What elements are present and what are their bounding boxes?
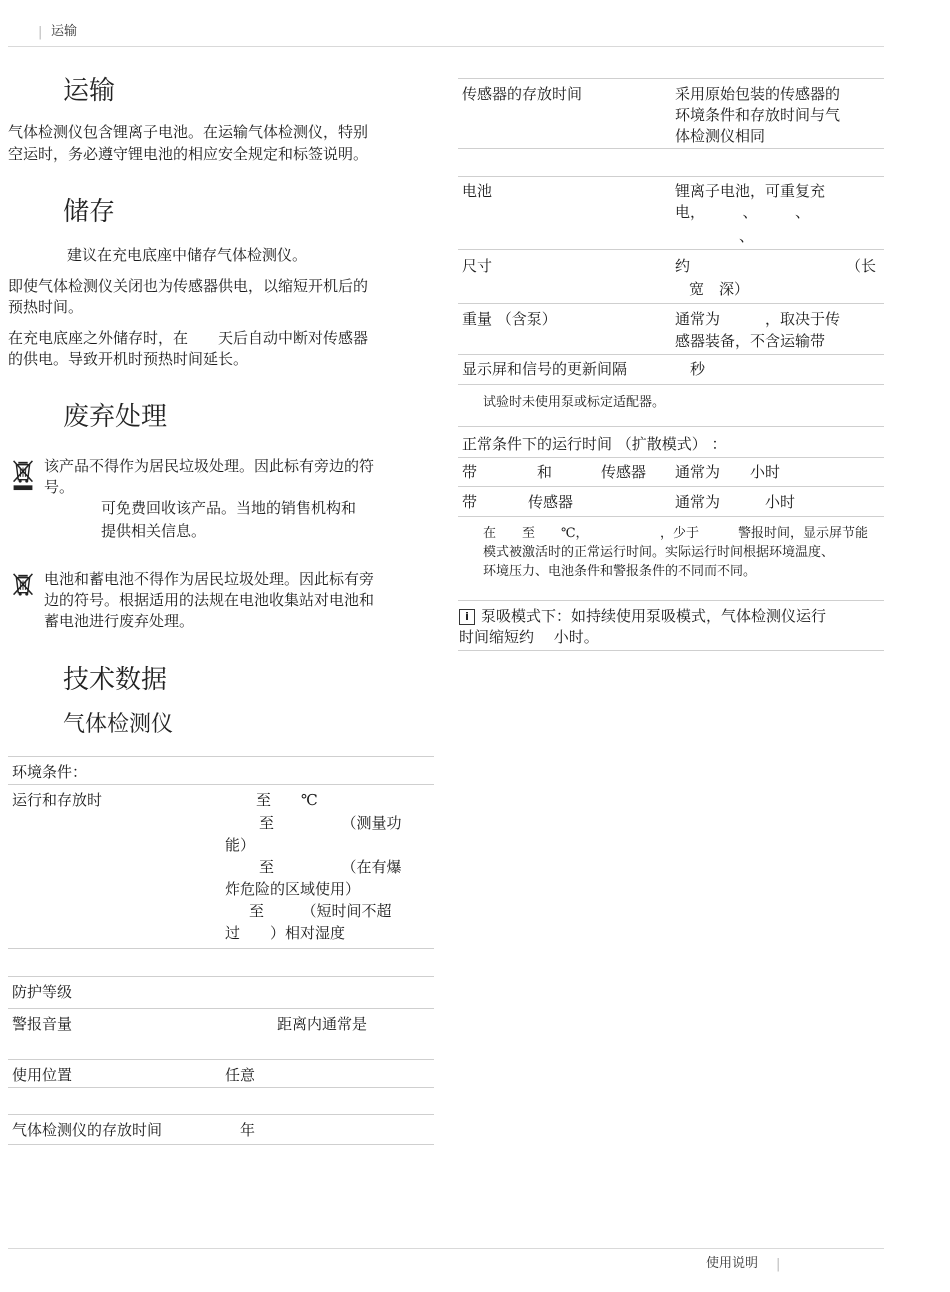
sensor-storage-value-line3: 体检测仪相同 (675, 127, 766, 145)
operating-pressure-value: 至 （测量功 (259, 814, 402, 832)
sensor-storage-value-line1: 采用原始包装的传感器的 (675, 85, 841, 103)
table-rule (458, 384, 884, 385)
battery-label: 电池 (462, 182, 493, 200)
runtime-note-line3: 环境压力、电池条件和警报条件的不同而不同。 (483, 564, 757, 579)
operating-ex-pressure-value-cont: 炸危险的区域使用） (225, 880, 361, 898)
table-rule (8, 756, 434, 757)
info-icon: i (459, 609, 475, 625)
disposal-item2-line3: 蓄电池进行废弃处理。 (44, 612, 195, 630)
runtime-row2-with: 带 (462, 493, 478, 511)
table-rule (458, 354, 884, 355)
runtime-row1-sensor: 传感器 (601, 463, 647, 481)
runtime-row1-with: 带 (462, 463, 478, 481)
runtime-note-line1: 在 至 ℃， ，少于 警报时间，显示屏节能 (483, 526, 869, 541)
techdata-subheading: 气体检测仪 (63, 712, 174, 737)
sensor-storage-value-line2: 环境条件和存放时间与气 (675, 106, 841, 124)
runtime-row1-and: 和 (537, 463, 553, 481)
runtime-row1-value: 通常为 小时 (675, 463, 781, 481)
alarm-volume-label: 警报音量 (12, 1015, 73, 1033)
table-rule (458, 426, 884, 427)
usage-position-value: 任意 (225, 1066, 256, 1084)
table-rule (458, 176, 884, 177)
disposal-item1-line3: 可免费回收该产品。当地的销售机构和 (101, 499, 357, 517)
operating-humidity-value-cont: 过 ）相对湿度 (225, 924, 346, 942)
storage-para3-line1: 在充电底座之外储存时，在 天后自动中断对传感器 (8, 329, 369, 347)
weight-label: 重量 （含泵） (462, 310, 557, 328)
header-separator: | (38, 25, 43, 40)
table-rule (8, 1114, 434, 1115)
table-rule (458, 78, 884, 79)
disposal-item2-line1: 电池和蓄电池不得作为居民垃圾处理。因此标有旁 (44, 570, 375, 588)
operating-pressure-value-cont: 能） (225, 836, 256, 854)
table-rule (458, 148, 884, 149)
header-title: 运输 (51, 24, 78, 39)
test-note: 试验时未使用泵或标定适配器。 (483, 395, 666, 410)
runtime-heading: 正常条件下的运行时间 （扩散模式） ： (462, 435, 727, 453)
table-rule (8, 784, 434, 785)
ingress-protection-label: 防护等级 (12, 983, 73, 1001)
sensor-storage-label: 传感器的存放时间 (462, 85, 583, 103)
storage-para3-line2: 的供电。导致开机时预热时间延长。 (8, 350, 249, 368)
techdata-heading: 技术数据 (63, 665, 168, 695)
env-conditions-label: 环境条件： (12, 763, 88, 781)
table-rule (458, 600, 884, 601)
weight-value-line2: 感器装备，不含运输带 (675, 332, 826, 350)
table-rule (8, 1008, 434, 1009)
runtime-row2-value: 通常为 小时 (675, 493, 796, 511)
footer-rule (8, 1248, 884, 1249)
header-rule (8, 46, 884, 47)
table-rule (458, 516, 884, 517)
table-rule (8, 1087, 434, 1088)
footer-separator: | (776, 1257, 781, 1272)
transport-text-line2: 空运时，务必遵守锂电池的相应安全规定和标签说明。 (8, 145, 369, 163)
disposal-item1-line4: 提供相关信息。 (101, 522, 207, 540)
dimensions-value-approx: 约 (675, 257, 691, 275)
disposal-item2-line2: 边的符号。根据适用的法规在电池收集站对电池和 (44, 591, 375, 609)
table-rule (8, 1144, 434, 1145)
table-rule (8, 1059, 434, 1060)
runtime-note-line2: 模式被激活时的正常运行时间。实际运行时间根据环境温度、 (483, 545, 835, 560)
disposal-item1-line2: 号。 (44, 478, 75, 496)
device-shelf-life-value: 年 (240, 1121, 256, 1139)
usage-position-label: 使用位置 (12, 1066, 73, 1084)
pump-note-line1: 泵吸模式下：如持续使用泵吸模式，气体检测仪运行 (481, 607, 827, 625)
alarm-volume-value: 距离内通常是 (277, 1015, 368, 1033)
dimensions-value-length: （长 (846, 257, 877, 275)
battery-value-line3: 、 (739, 227, 755, 245)
display-update-label: 显示屏和信号的更新间隔 (462, 360, 628, 378)
storage-para1: 建议在充电底座中储存气体检测仪。 (67, 246, 308, 264)
disposal-heading: 废弃处理 (63, 402, 168, 432)
operating-temp-value: 至 ℃ (256, 791, 318, 809)
dimensions-label: 尺寸 (462, 257, 493, 275)
storage-para2-line1: 即使气体检测仪关闭也为传感器供电，以缩短开机后的 (8, 277, 369, 295)
transport-text-line1: 气体检测仪包含锂离子电池。在运输气体检测仪，特别 (8, 123, 369, 141)
table-rule (458, 457, 884, 458)
footer-text: 使用说明 (706, 1256, 759, 1271)
crossed-bin-battery-icon (11, 572, 35, 604)
operating-humidity-value: 至 （短时间不超 (249, 902, 392, 920)
table-rule (8, 948, 434, 949)
pump-note-line2: 时间缩短约 小时。 (459, 628, 599, 646)
crossed-bin-icon (11, 459, 35, 491)
table-rule (458, 650, 884, 651)
table-rule (458, 249, 884, 250)
disposal-item1-line1: 该产品不得作为居民垃圾处理。因此标有旁边的符 (44, 457, 375, 475)
battery-value-line1: 锂离子电池，可重复充 (675, 182, 826, 200)
storage-heading: 储存 (63, 197, 116, 227)
table-rule (458, 486, 884, 487)
transport-heading: 运输 (63, 76, 116, 106)
display-update-value: 秒 (690, 360, 706, 378)
weight-value-line1: 通常为 ，取决于传 (675, 310, 841, 328)
dimensions-value-width-depth: 宽 深） (689, 280, 750, 298)
device-shelf-life-label: 气体检测仪的存放时间 (12, 1121, 163, 1139)
table-rule (8, 976, 434, 977)
runtime-row2-sensor: 传感器 (528, 493, 574, 511)
battery-value-line2: 电， 、 、 (675, 203, 811, 221)
operating-ex-pressure-value: 至 （在有爆 (259, 858, 402, 876)
operating-storage-label: 运行和存放时 (12, 791, 103, 809)
storage-para2-line2: 预热时间。 (8, 298, 84, 316)
table-rule (458, 303, 884, 304)
